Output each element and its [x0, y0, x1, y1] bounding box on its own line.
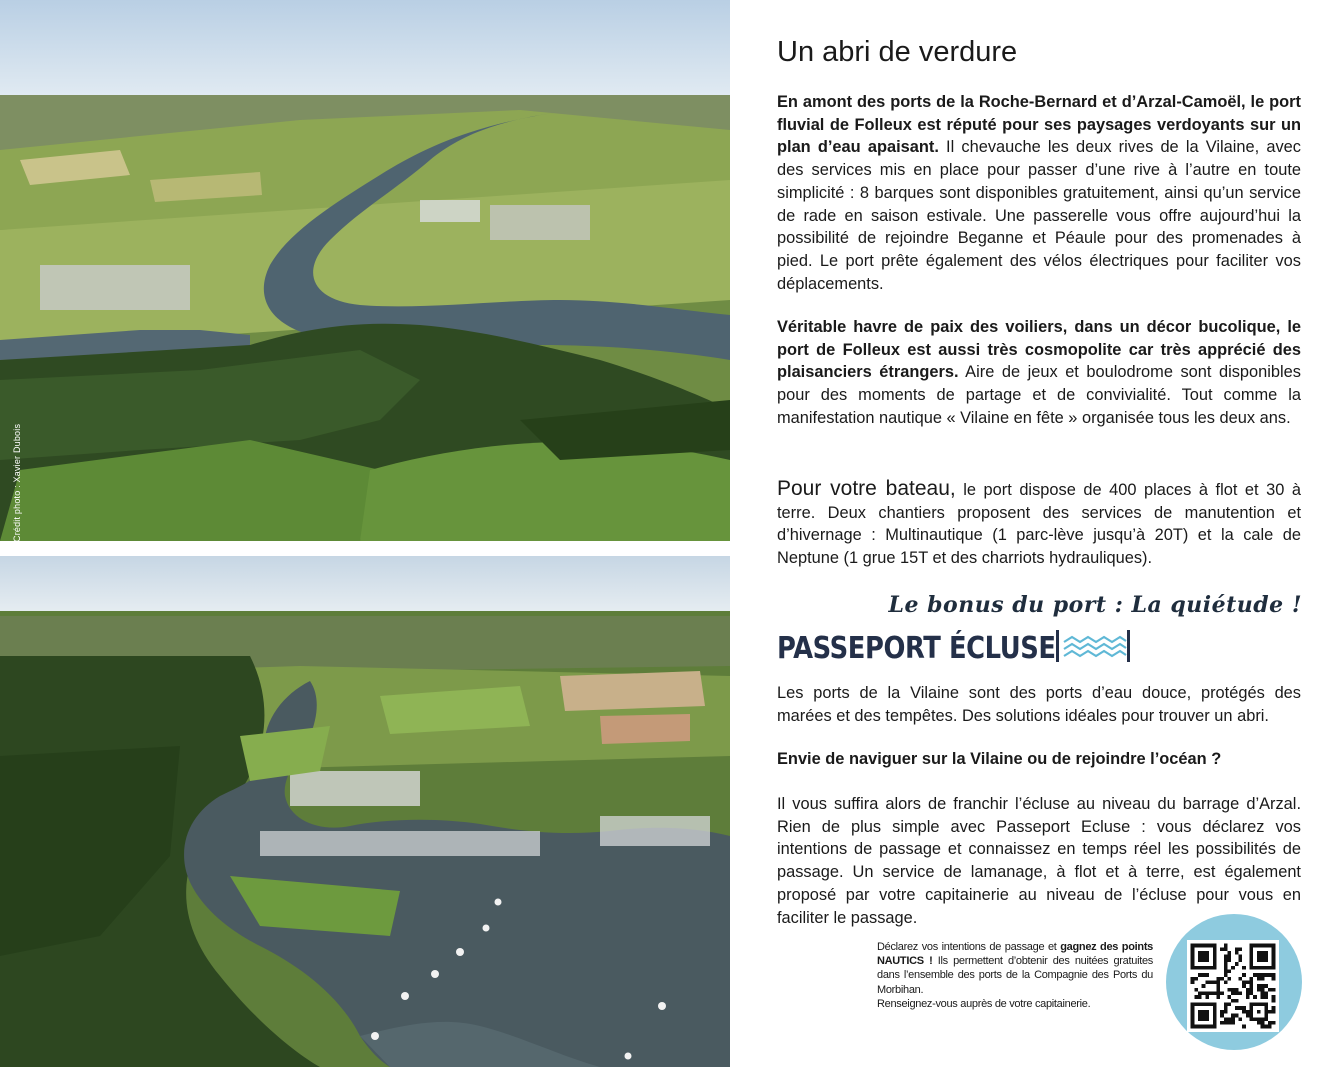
boat-lead: Pour votre bateau,	[777, 477, 956, 500]
lock-paragraph: Il vous suffira alors de franchir l’écluse au niveau du barrage d’Arzal. Rien de plus simple avec Passeport Ecluse : vous déclarez vos intentions de passage et connaissez en temps réel les possibilités de passage. Un service de lamanage, à flot et à terre, est également proposé par votre capitainerie au niveau de l’écluse pour vous en faciliter le passage.	[777, 795, 1301, 927]
photo-credit-text: Crédit photo : Xavier Dubois	[12, 423, 22, 542]
aerial-photo-top-illustration	[0, 0, 730, 541]
logo-bar-right	[1127, 630, 1130, 662]
intro-text: Il chevauche les deux rives de la Vilaine, avec des services mis en place pour passer d’une rive à l’autre en toute simplicité : 8 barques sont disponibles gratuitement, ainsi qu’un service de rade en saison estivale. Une passerelle vous offre aujourd’hui la possibilité de rejoindre Beganne et Péaule pour des promenades à pied. Le port prête également des vélos électriques pour faciliter vos déplacements.	[777, 138, 1301, 293]
nautics-promo	[877, 940, 1153, 1011]
haven-paragraph	[777, 316, 1301, 430]
promo-text-3: Renseignez-vous auprès de votre capitainerie.	[877, 997, 1091, 1010]
intro-paragraph	[777, 91, 1301, 295]
qr-code-graphic	[1187, 940, 1279, 1032]
question-heading: Envie de naviguer sur la Vilaine ou de rejoindre l’océan ?	[777, 750, 1222, 768]
bonus-tagline: Le bonus du port : La quiétude !	[888, 592, 1302, 618]
aerial-photo-top	[0, 0, 730, 541]
aerial-photo-bottom	[0, 556, 730, 1067]
haven-bold: Véritable havre de paix des voiliers, dans un décor bucolique, le port de Folleux est aussi très cosmopolite car très apprécié des plaisanciers étrangers.	[777, 318, 1301, 382]
passeport-ecluse-logo	[777, 628, 1101, 668]
promo-bold: gagnez des points NAUTICS !	[877, 941, 1154, 968]
haven-text: Aire de jeux et boulodrome sont disponibles pour des moments de partage et de convivialité. Tout comme la manifestation nautique « Vilaine en fête » organisée tous les deux ans.	[777, 363, 1301, 427]
logo-bar-left	[1056, 630, 1059, 662]
boat-text: le port dispose de 400 places à flot et 30 à terre. Deux chantiers proposent des services de manutention et d’hivernage : Multinautique (1 parc-lève jusqu’à 20T) et la cale de Neptune (1 grue 15T et des charriots hydrauliques).	[777, 481, 1301, 568]
page-title: Un abri de verdure	[777, 36, 1018, 68]
fresh-water-paragraph: Les ports de la Vilaine sont des ports d’eau douce, protégés des marées et des tempêtes. Des solutions idéales pour trouver un abri.	[777, 684, 1301, 725]
promo-text-1: Déclarez vos intentions de passage et	[877, 941, 1061, 953]
photo-credit	[12, 412, 26, 542]
intro-bold: En amont des ports de la Roche-Bernard et d’Arzal-Camoël, le port fluvial de Folleux est réputé pour ses paysages verdoyants sur un plan d’eau apaisant.	[777, 93, 1301, 157]
qr-code-icon[interactable]	[1187, 940, 1279, 1032]
aerial-photo-bottom-illustration	[0, 556, 730, 1067]
promo-text-2: Ils permettent d’obtenir des nuitées gratuites dans l’ensemble des ports de la Compagnie des Ports du Morbihan.	[877, 955, 1153, 996]
passeport-ecluse-label: PASSEPORT ÉCLUSE	[777, 630, 1056, 666]
boat-paragraph	[777, 478, 1301, 570]
waves-icon	[1061, 632, 1129, 664]
